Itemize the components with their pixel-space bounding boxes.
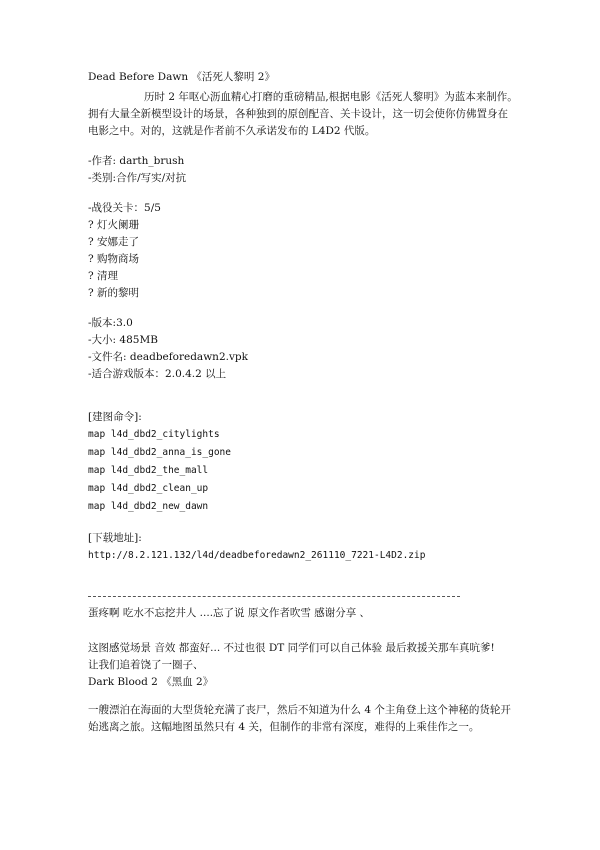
map-command: map l4d_dbd2_citylights xyxy=(88,429,220,440)
filename-line: -文件名: deadbeforedawn2.vpk xyxy=(88,351,248,363)
campaign-level: ? 购物商场 xyxy=(88,253,139,265)
version-line: -版本:3.0 xyxy=(88,317,133,329)
intro-line-2: 拥有大量全新模型设计的场景，各种独到的原创配音、关卡设计，这一切会使你仿佛置身在 xyxy=(88,108,508,120)
campaign-level: ? 灯火阑珊 xyxy=(88,219,139,231)
map-command: map l4d_dbd2_clean_up xyxy=(88,483,209,494)
second-desc-1: 一艘漂泊在海面的大型货轮充满了丧尸，然后不知道为什么 4 个主角登上这个神秘的货轮开 xyxy=(88,704,511,716)
campaign-heading: -战役关卡：5/5 xyxy=(88,202,161,214)
map-command: map l4d_dbd2_the_mall xyxy=(88,465,209,476)
campaign-level: ? 清理 xyxy=(88,270,118,282)
download-heading: [下载地址]: xyxy=(88,532,142,544)
second-map-title: Dark Blood 2 《黑血 2》 xyxy=(88,676,214,688)
comment-2: 这图感觉场景 音效 都蛮好... 不过也很 DT 同学们可以自己体验 最后救援关那车真吭爹! xyxy=(88,642,495,654)
separator-line xyxy=(88,596,460,597)
campaign-level: ? 安娜走了 xyxy=(88,236,139,248)
comment-3: 让我们追着饶了一圈子、 xyxy=(88,659,204,671)
campaign-level: ? 新的黎明 xyxy=(88,287,139,299)
category-line: -类别:合作/写实/对抗 xyxy=(88,172,187,184)
intro-line-1: 历时 2 年呕心沥血精心打磨的重磅精品,根据电影《活死人黎明》为蓝本来制作。 xyxy=(144,91,518,103)
doc-title: Dead Before Dawn 《活死人黎明 2》 xyxy=(88,71,275,83)
map-command: map l4d_dbd2_new_dawn xyxy=(88,501,209,512)
map-command: map l4d_dbd2_anna_is_gone xyxy=(88,447,231,458)
intro-line-3: 电影之中。对的，这就是作者前不久承诺发布的 L4D2 代版。 xyxy=(88,125,376,137)
size-line: -大小: 485MB xyxy=(88,334,158,346)
game-version-line: -适合游戏版本：2.0.4.2 以上 xyxy=(88,368,227,380)
second-desc-2: 始逃离之旅。这幅地图虽然只有 4 关，但制作的非常有深度，难得的上乘佳作之一。 xyxy=(88,721,480,733)
commands-heading: [建图命令]: xyxy=(88,411,142,423)
comment-1: 蛋疼啊 吃水不忘挖井人 ....忘了说 原文作者吹雪 感谢分享 、 xyxy=(88,607,371,619)
download-link[interactable]: http://8.2.121.132/l4d/deadbeforedawn2_261110_7221-L4D2.zip xyxy=(88,550,426,561)
author-line: -作者: darth_brush xyxy=(88,155,185,167)
